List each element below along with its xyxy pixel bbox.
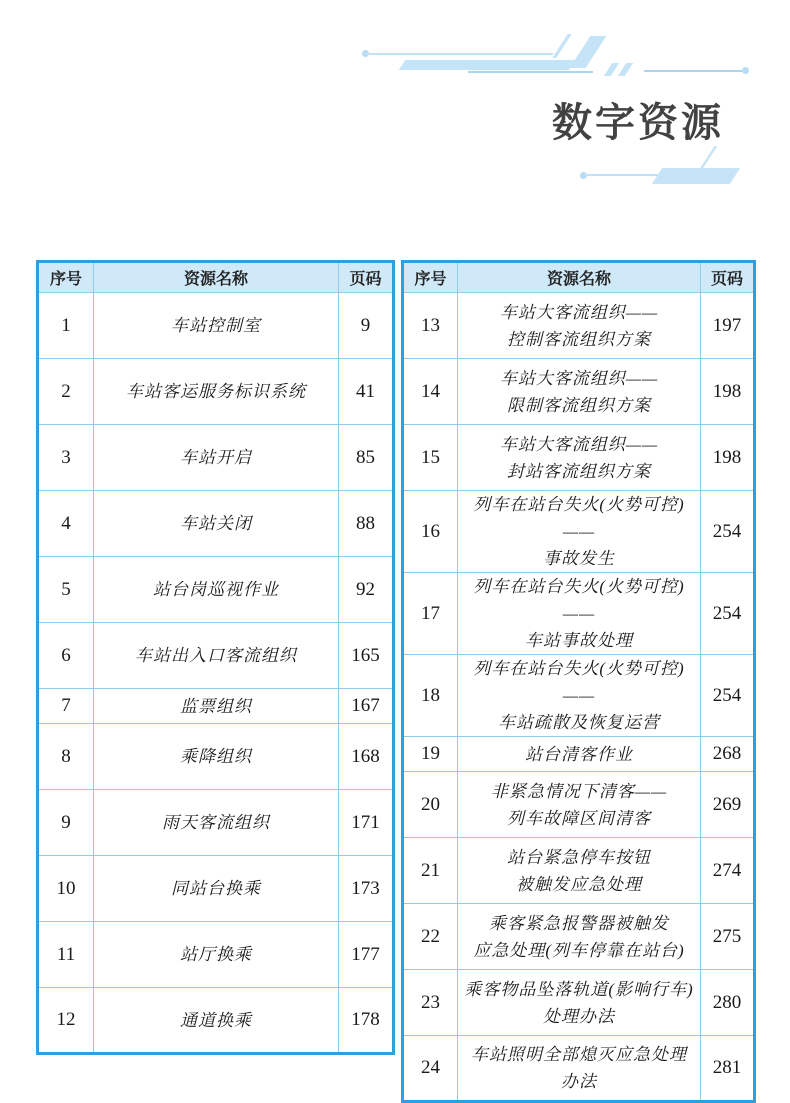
page-number: 88: [339, 491, 394, 557]
table-row: [403, 491, 755, 573]
ornament-dot-icon: [742, 67, 749, 74]
resource-name: 雨天客流组织: [94, 790, 339, 856]
row-number: 17: [403, 573, 458, 655]
row-number: 18: [403, 655, 458, 737]
resource-name: 乘客紧急报警器被触发 应急处理(列车停靠在站台): [458, 904, 701, 970]
row-number: 14: [403, 359, 458, 425]
resource-name: 站台紧急停车按钮 被触发应急处理: [458, 838, 701, 904]
row-number: 24: [403, 1036, 458, 1102]
row-number: 16: [403, 491, 458, 573]
page-number: 281: [701, 1036, 755, 1102]
page-number: 85: [339, 425, 394, 491]
page-number: 9: [339, 293, 394, 359]
resource-name: 车站大客流组织—— 控制客流组织方案: [458, 293, 701, 359]
ornament-line-icon: [644, 70, 742, 72]
row-number: 12: [38, 988, 94, 1054]
resource-name: 车站大客流组织—— 封站客流组织方案: [458, 425, 701, 491]
table-row: [38, 491, 394, 557]
table-header-row: [403, 262, 755, 293]
resource-name: 非紧急情况下清客—— 列车故障区间清客: [458, 772, 701, 838]
ornament-line-icon: [366, 53, 553, 55]
table-row: [403, 573, 755, 655]
table-row: [403, 655, 755, 737]
resource-name: 列车在站台失火(火势可控)—— 车站事故处理: [458, 573, 701, 655]
table-row: [403, 838, 755, 904]
page-number: 173: [339, 856, 394, 922]
row-number: 8: [38, 724, 94, 790]
table-row: [403, 359, 755, 425]
row-number: 13: [403, 293, 458, 359]
page-number: 198: [701, 359, 755, 425]
row-number: 6: [38, 623, 94, 689]
page-number: 254: [701, 491, 755, 573]
page-number: 92: [339, 557, 394, 623]
column-header-name: 资源名称: [94, 262, 339, 293]
page-number: 167: [339, 689, 394, 724]
page-number: 165: [339, 623, 394, 689]
resource-table-right: [401, 260, 756, 1103]
column-header-no: 序号: [403, 262, 458, 293]
resource-name: 车站关闭: [94, 491, 339, 557]
table-row: [38, 557, 394, 623]
resource-name: 监票组织: [94, 689, 339, 724]
row-number: 1: [38, 293, 94, 359]
page-number: 41: [339, 359, 394, 425]
ornament-bar-icon: [399, 60, 575, 70]
table-row: [38, 856, 394, 922]
row-number: 21: [403, 838, 458, 904]
page-number: 269: [701, 772, 755, 838]
resource-name: 车站大客流组织—— 限制客流组织方案: [458, 359, 701, 425]
resource-name: 车站出入口客流组织: [94, 623, 339, 689]
resource-table-left: [36, 260, 395, 1055]
table-row: [403, 970, 755, 1036]
row-number: 7: [38, 689, 94, 724]
ornament-slash-icon: [570, 36, 607, 68]
row-number: 5: [38, 557, 94, 623]
page-number: 254: [701, 573, 755, 655]
table-row: [403, 1036, 755, 1102]
ornament-slash-icon: [552, 34, 572, 58]
table-row: [38, 922, 394, 988]
resource-name: 同站台换乘: [94, 856, 339, 922]
resource-name: 车站照明全部熄灭应急处理 办法: [458, 1036, 701, 1102]
resource-name: 乘降组织: [94, 724, 339, 790]
table-row: [38, 623, 394, 689]
page-number: 268: [701, 737, 755, 772]
row-number: 3: [38, 425, 94, 491]
ornament-slash-icon: [604, 63, 619, 76]
page-number: 254: [701, 655, 755, 737]
table-row: [403, 425, 755, 491]
table-row: [403, 293, 755, 359]
column-header-page: 页码: [701, 262, 755, 293]
table-row: [38, 689, 394, 724]
row-number: 9: [38, 790, 94, 856]
resource-name: 通道换乘: [94, 988, 339, 1054]
page-number: 178: [339, 988, 394, 1054]
resource-name: 站台岗巡视作业: [94, 557, 339, 623]
row-number: 10: [38, 856, 94, 922]
row-number: 11: [38, 922, 94, 988]
row-number: 15: [403, 425, 458, 491]
row-number: 2: [38, 359, 94, 425]
row-number: 4: [38, 491, 94, 557]
page-number: 177: [339, 922, 394, 988]
column-header-name: 资源名称: [458, 262, 701, 293]
resource-name: 车站开启: [94, 425, 339, 491]
resource-name: 车站客运服务标识系统: [94, 359, 339, 425]
column-header-page: 页码: [339, 262, 394, 293]
resource-name: 站台清客作业: [458, 737, 701, 772]
row-number: 19: [403, 737, 458, 772]
resource-tables: [36, 260, 756, 1103]
table-row: [403, 737, 755, 772]
resource-name: 乘客物品坠落轨道(影响行车) 处理办法: [458, 970, 701, 1036]
table-row: [38, 790, 394, 856]
table-row: [403, 772, 755, 838]
table-row: [38, 359, 394, 425]
table-row: [38, 425, 394, 491]
table-row: [38, 988, 394, 1054]
page-number: 197: [701, 293, 755, 359]
page-title: 数字资源: [552, 101, 724, 145]
page-number: 198: [701, 425, 755, 491]
page-number: 168: [339, 724, 394, 790]
page-number: 274: [701, 838, 755, 904]
page-number: 275: [701, 904, 755, 970]
ornament-slash-icon: [618, 63, 633, 76]
resource-name: 车站控制室: [94, 293, 339, 359]
ornament-line-icon: [468, 71, 593, 73]
resource-name: 列车在站台失火(火势可控)—— 事故发生: [458, 491, 701, 573]
ornament-slash-icon: [652, 168, 740, 184]
table-header-row: [38, 262, 394, 293]
page-number: 171: [339, 790, 394, 856]
row-number: 20: [403, 772, 458, 838]
resource-name: 站厅换乘: [94, 922, 339, 988]
row-number: 23: [403, 970, 458, 1036]
resource-name: 列车在站台失火(火势可控)—— 车站疏散及恢复运营: [458, 655, 701, 737]
row-number: 22: [403, 904, 458, 970]
table-row: [403, 904, 755, 970]
table-row: [38, 724, 394, 790]
column-header-no: 序号: [38, 262, 94, 293]
table-row: [38, 293, 394, 359]
page-number: 280: [701, 970, 755, 1036]
